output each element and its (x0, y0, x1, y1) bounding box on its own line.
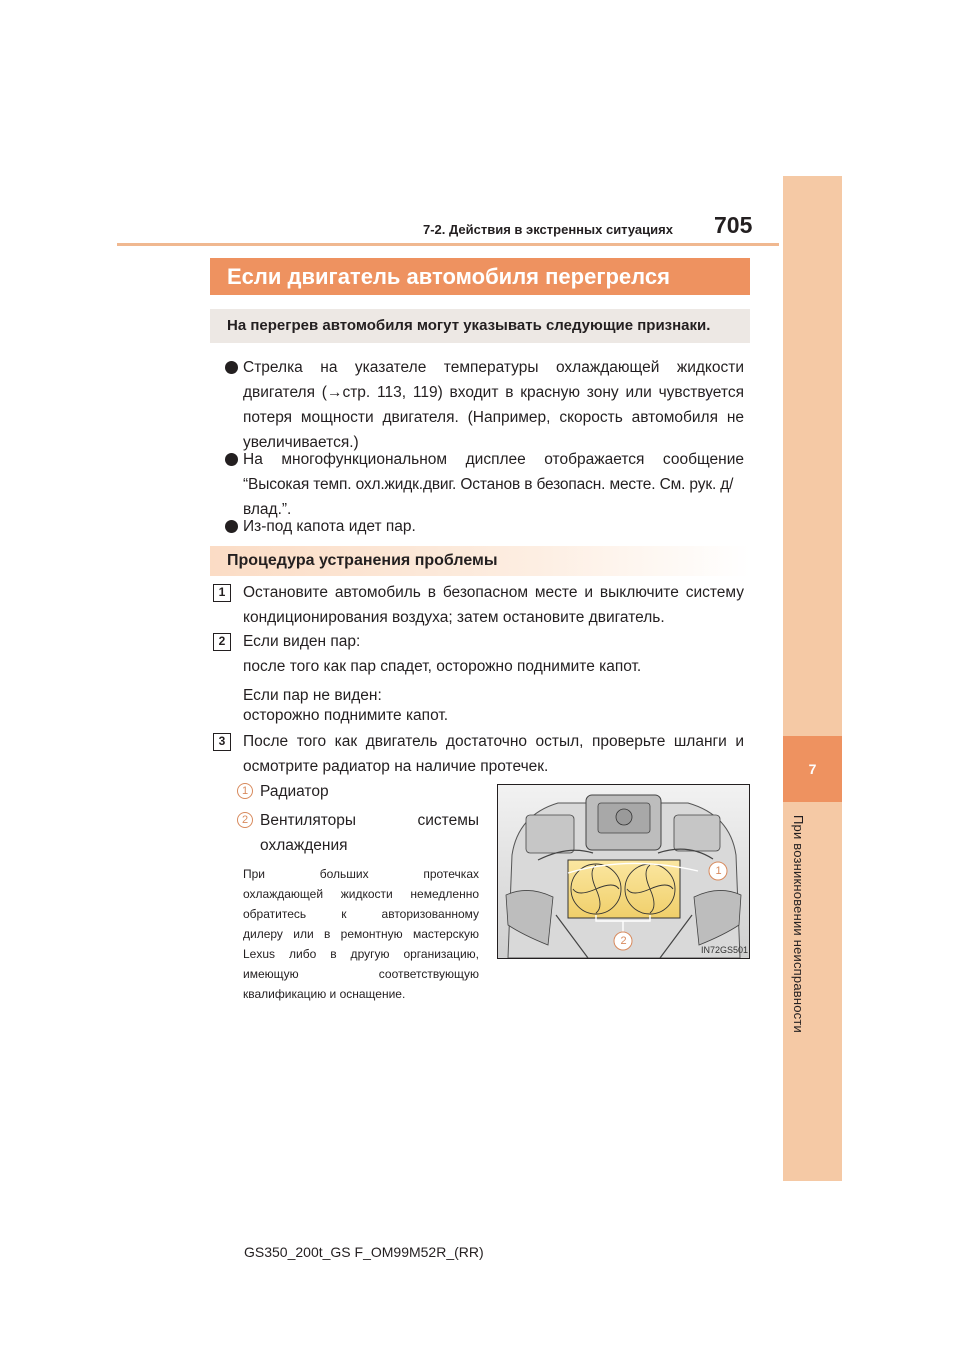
legend-label-fans-line-1: Вентиляторы системы (260, 812, 479, 829)
bullet-dot (225, 361, 238, 374)
note-line-4: дилеру или в ремонтную мастерскую (243, 927, 479, 941)
figure-callout-1: 1 (715, 865, 722, 877)
engine-bay-illustration (498, 785, 749, 958)
header-divider (117, 243, 779, 246)
procedure-heading: Процедура устранения проблемы (227, 552, 498, 569)
engine-bay-figure (497, 784, 750, 959)
chapter-title-vertical: При возникновении неисправности (791, 815, 806, 1033)
intro-text: На перегрев автомобиля могут указывать следующие признаки. (227, 317, 711, 334)
legend-label-radiator: Радиатор (260, 783, 329, 800)
legend-callout-1: 1 (237, 783, 253, 799)
step-1-line-2: кондиционирования воздуха; затем остановите двигатель. (243, 609, 665, 626)
bullet-1-line-4: увеличивается.) (243, 434, 359, 451)
legend-callout-2: 2 (237, 812, 253, 828)
intro-bar (210, 309, 750, 343)
note-line-5: Lexus либо в другую организацию, (243, 947, 479, 961)
step-1-line-1: Остановите автомобиль в безопасном месте и выключите систему (243, 584, 744, 601)
note-line-7: квалификацию и оснащение. (243, 987, 406, 1001)
bullet-dot (225, 453, 238, 466)
document-code: GS350_200t_GS F_OM99M52R_(RR) (244, 1244, 484, 1260)
bullet-dot (225, 520, 238, 533)
step-number-2: 2 (213, 633, 231, 651)
bullet-1-line-2: двигателя (→стр. 113, 119) входит в красную зону или чувствуется (243, 384, 744, 401)
step-2-line-1: Если виден пар: (243, 633, 361, 650)
page-title-bar (210, 258, 750, 295)
page-number: 705 (714, 212, 753, 238)
bullet-3-line-1: Из-под капота идет пар. (243, 518, 416, 535)
step-2-line-3: Если пар не виден: (243, 687, 382, 704)
chapter-number: 7 (808, 761, 817, 777)
figure-code: IN72GS501 (701, 945, 749, 955)
note-line-6: имеющую соответствующую (243, 967, 479, 981)
note-line-3: обратитесь к авторизованному (243, 907, 479, 921)
step-number-1: 1 (213, 584, 231, 602)
step-2-line-4: осторожно поднимите капот. (243, 707, 449, 724)
section-title: 7-2. Действия в экстренных ситуациях (423, 222, 673, 237)
chapter-number-tab (783, 736, 842, 802)
figure-callout-2: 2 (620, 935, 627, 947)
note-line-1: При больших протечках (243, 867, 479, 881)
legend-label-fans-line-2: охлаждения (260, 837, 348, 854)
bullet-2-line-2: “Высокая темп. охл.жидк.двиг. Останов в безопасн. месте. См. рук. д/ (243, 476, 734, 493)
note-line-2: охлаждающей жидкости немедленно (243, 887, 479, 901)
bullet-1-line-3: потеря мощности двигателя. (Например, скорость автомобиля не (243, 409, 744, 426)
step-2-line-2: после того как пар спадет, осторожно поднимите капот. (243, 658, 642, 675)
bullet-2-line-1: На многофункциональном дисплее отображается сообщение (243, 451, 744, 468)
page-title: Если двигатель автомобиля перегрелся (227, 264, 670, 289)
bullet-2-line-3: влад.”. (243, 501, 292, 518)
procedure-heading-bar (210, 546, 750, 576)
step-number-3: 3 (213, 733, 231, 751)
step-3-line-2: осмотрите радиатор на наличие протечек. (243, 758, 549, 775)
step-3-line-1: После того как двигатель достаточно остыл, проверьте шланги и (243, 733, 744, 750)
bullet-1-line-1: Стрелка на указателе температуры охлаждающей жидкости (243, 359, 744, 376)
